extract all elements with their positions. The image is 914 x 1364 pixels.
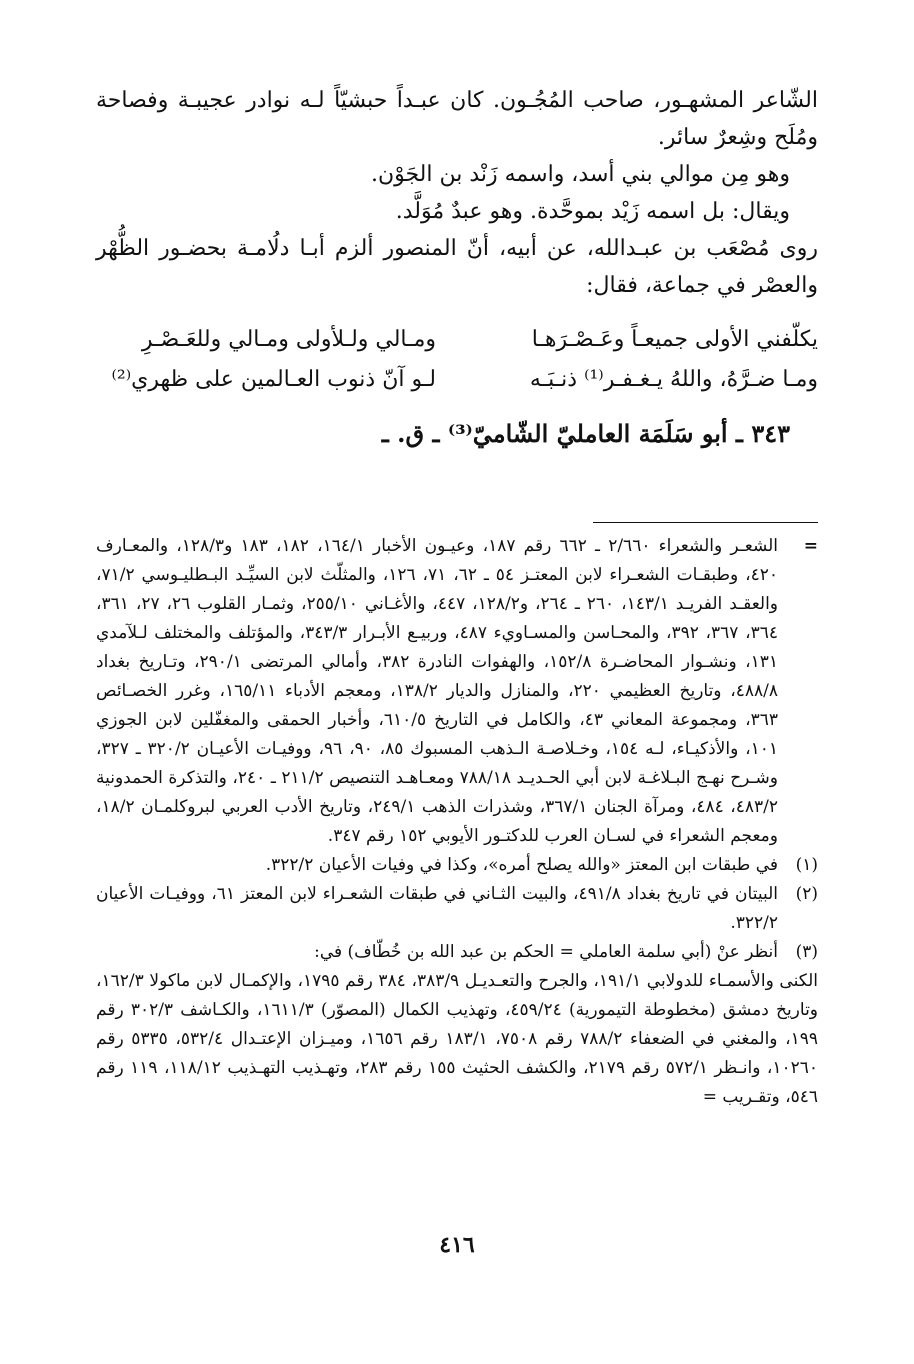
footnote-3-intro: أنظر عنْ (أبي سلمة العاملي = الحكم بن عبد الله بن خُطّاف) في: [314,942,778,962]
footnote-3-marker: (٣) [795,942,818,962]
biography-paragraph-3: ويقال: بل اسمه زَيْد بموحَّدة. وهو عبدٌ مُوَلَّد. [395,199,790,224]
footnote-2-text: البيتان في تاريخ بغداد ٤٩١/٨، والبيت الثـاني في طبقات الشعـراء لابن المعتز ٦١، ووفيـات الأعيان ٣٢٢/٢. [96,884,778,933]
poem [96,320,818,400]
poem-verse-2 [96,360,818,400]
footnote-2 [96,880,818,938]
footnote-continuation-text: الشعـر والشعراء ٢/٦٦٠ ـ ٦٦٢ رقم ١٨٧، وعيـون الأخبار ١٦٤/١، ١٨٢، ١٨٣ و١٢٨/٣، والمعـارف ٤٢٠، وطبقـات الشعـراء لابن المعتـز ٥٤ ـ ٦٢، ٧١، ١٢٦، والمثلّث لابن السيِّـد البـطليـوسي ٧١/٢، والعقـد الفريـد ١٤٣/١، ٢٦٠ ـ ٢٦٤، و١٢٨/٢، ٤٤٧، والأغـاني ٢٥٥/١٠، وثمـار القلوب ٢٦، ٢٧، ٣٦١، ٣٦٤، ٣٦٧، ٣٩٢، والمحـاسن والمسـاويء ٤٨٧، وربيـع الأبـرار ٣٤٣/٣، والمؤتلف والمختلف لـلآمدي ١٣١، ونشـوار المحاضـرة ١٥٢/٨، والهفوات النادرة ٣٨٢، وأمالي المرتضى ٢٩٠/١، وتـاريخ بغداد ٤٨٨/٨، وتاريخ العظيمي ٢٢٠، والمنازل والديار ١٣٨/٢، ومعجم الأدباء ١٦٥/١١، وغرر الخصـائص ٣٦٣، ومجموعة المعاني ٤٣، والكامل في التاريخ ٦١٠/٥، وأخبار الحمقى والمغفّلين لابن الجوزي ١٠١، والأذكيـاء، لـه ١٥٤، وخـلاصـة الـذهب المسبوك ٨٥، ٩٠، ٩٦، ووفيـات الأعيـان ٣٢٠/٢ ـ ٣٢٧، وشـرح نهـج البـلاغـة لابن أبي الحـديـد ٧٨٨/١٨ ومعـاهـد التنصيص ٢١١/٢ ـ ٢٤٠، والتذكرة الحمدونية ٤٨٣/٢، ٤٨٤، ومرآة الجنان ٣٦٧/١، وشذرات الذهب ٢٤٩/١، وتاريخ الأدب العربي لبروكلمـان ١٨/٢، ومعجم الشعراء في لسـان العرب للدكتـور الأيوبي ١٥٢ رقم ٣٤٧. [96,536,779,846]
verse-1-first-hemistich: يكلّفني الأولى جميعـاً وعَـصْـرَهـا [531,327,818,352]
footnote-3 [96,938,818,967]
page-number: ٤١٦ [439,1232,475,1258]
footnote-continuation-marker: = [803,536,818,556]
footnote-continuation [96,532,818,851]
footnotes [96,532,818,1112]
footnote-1-text: في طبقات ابن المعتز «والله يصلح أمره»، وكذا في وفيات الأعيان ٣٢٢/٢. [265,855,778,875]
verse-1-second-hemistich: ومـالي ولـلأولى ومـالي وللعَـصْـرِ [141,327,436,352]
footnote-2-marker: (٢) [795,884,818,904]
entry-heading: ٣٤٣ ـ أبو سَلَمَة العامليّ الشّاميّ⁽³⁾ ـ ق. ـ [381,419,790,448]
verse-2-second-hemistich: لـو آنّ ذنوب العـالمين على ظهري⁽²⁾ [111,367,436,392]
biography-paragraph-1: الشّاعر المشهـور، صاحب المُجُـون. كان عبـداً حبشيّاً لـه نوادر عجيبـة وفصاحة ومُلَح وشِعرٌ سائر. [96,88,818,150]
main-text [96,82,818,456]
footnote-separator [593,522,818,523]
footnote-1 [96,851,818,880]
biography-paragraph-2: وهو مِن موالي بني أسد، واسمه زَنْد بن الجَوْن. [370,162,790,187]
footnote-1-marker: (١) [795,855,818,875]
footnote-3-text: الكنى والأسمـاء للدولابي ١٩١/١، والجرح والتعـديـل ٣٨٣/٩، ٣٨٤ رقم ١٧٩٥، والإكمـال لابن ماكولا ١٦٢/٣، وتاريخ دمشق (مخطوطة التيمورية) ٤٥٩/٢٤، وتهذيب الكمال (المصوّر) ١٦١١/٣، والكـاشف ٣٠٢/٣ رقم ١٩٩، والمغني في الضعفاء ٧٨٨/٢ رقم ٧٥٠٨، ١٨٣/١ رقم ١٦٥٦، وميـزان الإعتـدال ٥٣٢/٤، ٥٣٣٥ رقم ١٠٢٦٠، وانـظر ٥٧٢/١ رقم ٢١٧٩، والكشف الحثيث ١٥٥ رقم ٢٨٣، وتهـذيب التهـذيب ١١٨/١٢، ١١٩ رقم ٥٤٦، وتقـريب = [96,971,819,1107]
verse-2-first-hemistich: ومـا ضـرَّهُ، واللهُ يـغـفـر⁽¹⁾ ذنـبَـه [529,367,818,392]
poem-verse-1 [96,320,818,360]
biography-paragraph-4: روى مُصْعَب بن عبـدالله، عن أبيه، أنّ المنصور ألزم أبـا دلُامـة بحضـور الظُّهْر والعصْر في جماعة، فقال: [96,236,818,298]
